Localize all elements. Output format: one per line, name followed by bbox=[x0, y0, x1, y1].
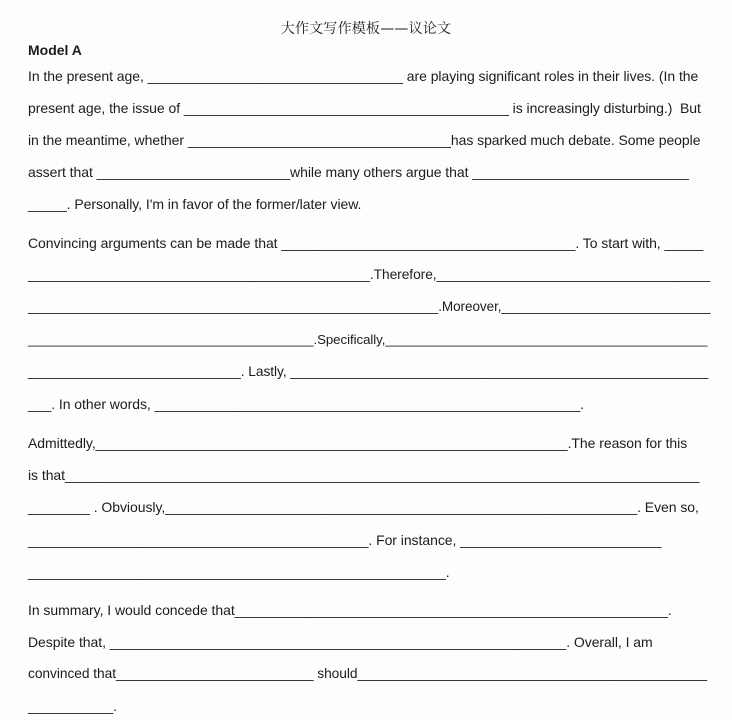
template-line-8: _______________________________________________________.Moreover,____________________________ bbox=[28, 299, 711, 314]
template-line-3: in the meantime, whether __________________________________has sparked much debate. Some people bbox=[28, 132, 701, 148]
template-line-6: Convincing arguments can be made that ______________________________________. To start with, _____ bbox=[28, 235, 704, 251]
template-line-7: _____________________________________________.Therefore,____________________________________ bbox=[28, 267, 711, 282]
template-line-20: ___________. bbox=[28, 698, 117, 714]
template-line-14: ________ . Obviously,_____________________________________________________________. Even so, bbox=[28, 499, 699, 515]
template-line-4: assert that _________________________while many others argue that ____________________________ bbox=[28, 164, 689, 180]
template-line-10: ____________________________. Lastly, _______________________________________________________ bbox=[28, 364, 709, 379]
template-line-19: convinced that__________________________ should______________________________________________ bbox=[28, 666, 707, 681]
template-line-17: In summary, I would concede that________________________________________________________. bbox=[28, 602, 672, 618]
document-title: 大作文写作模板——议论文 bbox=[280, 21, 452, 37]
template-line-9: _______________________________________.Specifically,____________________________________________ bbox=[28, 332, 708, 347]
template-line-1: In the present age, _________________________________ are playing significant roles in their lives. (In the bbox=[28, 68, 699, 84]
template-line-15: ____________________________________________. For instance, __________________________ bbox=[28, 532, 662, 548]
template-line-12: Admittedly,_____________________________________________________________.The reason for this bbox=[28, 435, 688, 451]
template-line-11: ___. In other words, _______________________________________________________. bbox=[28, 396, 584, 412]
model-heading: Model A bbox=[28, 42, 82, 58]
template-line-13: is that__________________________________________________________________________________ bbox=[28, 467, 700, 483]
template-line-2: present age, the issue of __________________________________________ is increasingly disturbing.) But bbox=[28, 100, 701, 116]
template-line-5: _____. Personally, I'm in favor of the former/later view. bbox=[28, 196, 362, 212]
template-line-16: ______________________________________________________. bbox=[28, 564, 450, 580]
template-line-18: Despite that, ___________________________________________________________. Overall, I am bbox=[28, 634, 653, 650]
